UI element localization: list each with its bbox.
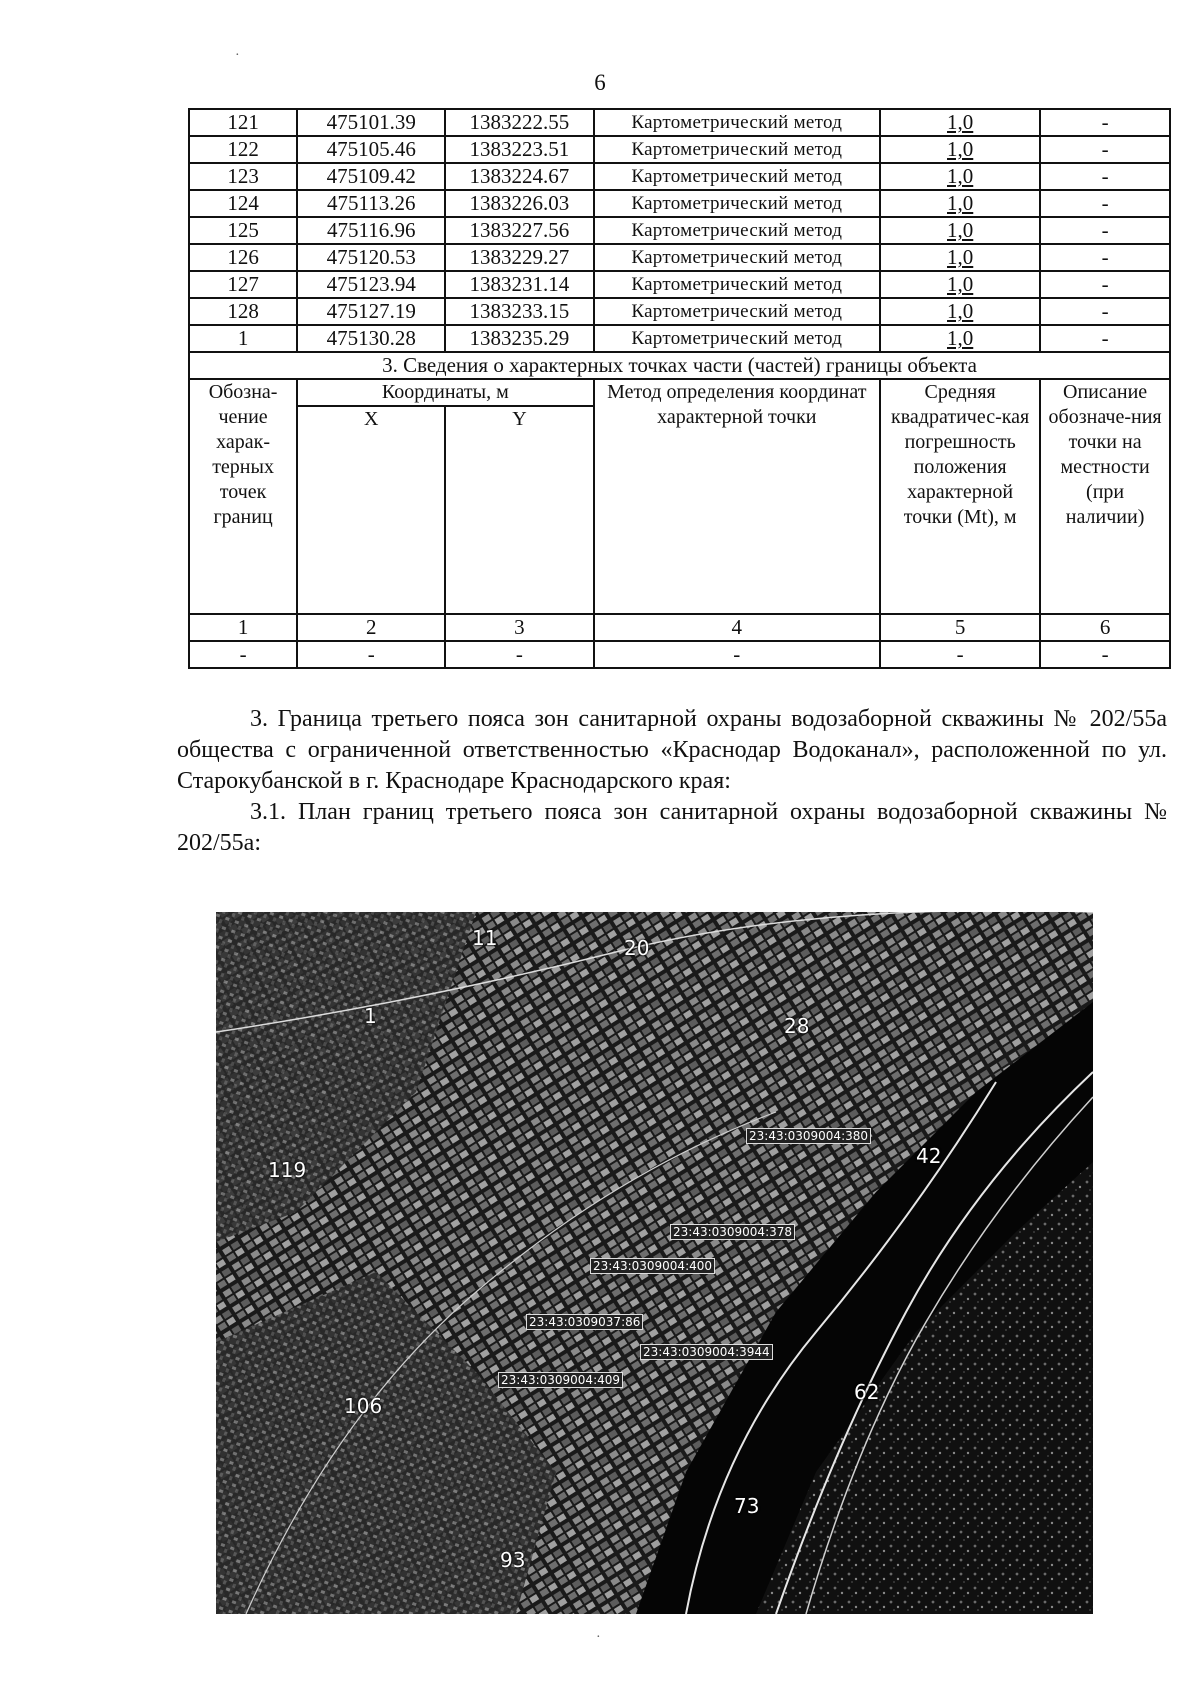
x-coordinate-cell: 475123.94 xyxy=(297,271,445,298)
point-number-cell: 124 xyxy=(189,190,297,217)
y-coordinate-cell: 1383233.15 xyxy=(445,298,593,325)
accuracy-cell: 1,0 xyxy=(880,217,1040,244)
point-number-cell: 122 xyxy=(189,136,297,163)
cadastral-label: 23:43:0309004:400 xyxy=(590,1258,715,1274)
map-zone-label: 28 xyxy=(784,1014,810,1038)
accuracy-cell: 1,0 xyxy=(880,325,1040,352)
accuracy-cell: 1,0 xyxy=(880,271,1040,298)
method-cell: Картометрический метод xyxy=(594,271,881,298)
cadastral-label: 23:43:0309004:409 xyxy=(498,1372,623,1388)
column-number: 2 xyxy=(297,614,445,641)
table-row xyxy=(189,325,1170,352)
y-coordinate-cell: 1383222.55 xyxy=(445,109,593,136)
description-cell: - xyxy=(1040,325,1170,352)
table-row xyxy=(189,217,1170,244)
header-y: Y xyxy=(445,406,593,614)
x-coordinate-cell: 475127.19 xyxy=(297,298,445,325)
empty-cell: - xyxy=(880,641,1040,668)
table-row xyxy=(189,190,1170,217)
x-coordinate-cell: 475120.53 xyxy=(297,244,445,271)
method-cell: Картометрический метод xyxy=(594,163,881,190)
column-number: 1 xyxy=(189,614,297,641)
accuracy-cell: 1,0 xyxy=(880,109,1040,136)
boundary-map xyxy=(216,912,1093,1614)
description-cell: - xyxy=(1040,109,1170,136)
empty-cell: - xyxy=(1040,641,1170,668)
accuracy-cell: 1,0 xyxy=(880,298,1040,325)
accuracy-cell: 1,0 xyxy=(880,163,1040,190)
cadastral-label: 23:43:0309004:378 xyxy=(670,1224,795,1240)
header-coordinates: Координаты, м xyxy=(297,379,593,406)
x-coordinate-cell: 475105.46 xyxy=(297,136,445,163)
point-number-cell: 125 xyxy=(189,217,297,244)
table-row xyxy=(189,244,1170,271)
cadastral-label: 23:43:0309037:86 xyxy=(526,1314,643,1330)
column-number: 5 xyxy=(880,614,1040,641)
accuracy-cell: 1,0 xyxy=(880,244,1040,271)
method-cell: Картометрический метод xyxy=(594,298,881,325)
cadastral-label: 23:43:0309004:380 xyxy=(746,1128,871,1144)
column-number: 6 xyxy=(1040,614,1170,641)
table-row xyxy=(189,163,1170,190)
header-point-designation: Обозна-чение харак-терных точек границ xyxy=(189,379,297,614)
map-zone-label: 20 xyxy=(624,936,650,960)
description-cell: - xyxy=(1040,190,1170,217)
column-number: 3 xyxy=(445,614,593,641)
y-coordinate-cell: 1383224.67 xyxy=(445,163,593,190)
point-number-cell: 1 xyxy=(189,325,297,352)
table-body xyxy=(189,109,1170,352)
page-number: 6 xyxy=(594,70,606,95)
point-number-cell: 128 xyxy=(189,298,297,325)
y-coordinate-cell: 1383229.27 xyxy=(445,244,593,271)
description-cell: - xyxy=(1040,217,1170,244)
map-zone-label: 42 xyxy=(916,1144,942,1168)
map-zone-label: 106 xyxy=(344,1394,383,1418)
section3-block xyxy=(189,352,1170,668)
map-zone-label: 119 xyxy=(268,1158,307,1182)
description-cell: - xyxy=(1040,298,1170,325)
y-coordinate-cell: 1383235.29 xyxy=(445,325,593,352)
empty-cell: - xyxy=(445,641,593,668)
x-coordinate-cell: 475101.39 xyxy=(297,109,445,136)
accuracy-cell: 1,0 xyxy=(880,136,1040,163)
section3-title: 3. Сведения о характерных точках части (частей) границы объекта xyxy=(189,352,1170,379)
description-cell: - xyxy=(1040,136,1170,163)
point-number-cell: 121 xyxy=(189,109,297,136)
header-method: Метод определения координат характерной точки xyxy=(594,379,881,614)
empty-cell: - xyxy=(594,641,881,668)
scan-speck: · xyxy=(235,48,240,63)
scan-speck: · xyxy=(596,1630,601,1645)
point-number-cell: 127 xyxy=(189,271,297,298)
method-cell: Картометрический метод xyxy=(594,325,881,352)
point-number-cell: 123 xyxy=(189,163,297,190)
method-cell: Картометрический метод xyxy=(594,109,881,136)
y-coordinate-cell: 1383226.03 xyxy=(445,190,593,217)
map-zone-label: 1 xyxy=(364,1004,377,1028)
description-cell: - xyxy=(1040,271,1170,298)
empty-cell: - xyxy=(297,641,445,668)
x-coordinate-cell: 475109.42 xyxy=(297,163,445,190)
point-number-cell: 126 xyxy=(189,244,297,271)
cadastral-label: 23:43:0309004:3944 xyxy=(640,1344,773,1360)
method-cell: Картометрический метод xyxy=(594,244,881,271)
map-zone-label: 73 xyxy=(734,1494,760,1518)
empty-data-row xyxy=(189,641,1170,668)
map-zone-label: 11 xyxy=(472,926,498,950)
x-coordinate-cell: 475130.28 xyxy=(297,325,445,352)
description-cell: - xyxy=(1040,244,1170,271)
table-row xyxy=(189,109,1170,136)
y-coordinate-cell: 1383223.51 xyxy=(445,136,593,163)
accuracy-cell: 1,0 xyxy=(880,190,1040,217)
y-coordinate-cell: 1383231.14 xyxy=(445,271,593,298)
column-number: 4 xyxy=(594,614,881,641)
description-cell: - xyxy=(1040,163,1170,190)
method-cell: Картометрический метод xyxy=(594,136,881,163)
table-row xyxy=(189,136,1170,163)
empty-cell: - xyxy=(189,641,297,668)
table-row xyxy=(189,298,1170,325)
table-row xyxy=(189,271,1170,298)
coordinates-table xyxy=(188,108,1171,669)
method-cell: Картометрический метод xyxy=(594,217,881,244)
paragraph-boundary-plan: 3.1. План границ третьего пояса зон санитарной охраны водозаборной скважины № 202/55а: xyxy=(177,799,1167,856)
method-cell: Картометрический метод xyxy=(594,190,881,217)
x-coordinate-cell: 475116.96 xyxy=(297,217,445,244)
paragraph-zone-boundary: 3. Граница третьего пояса зон санитарной охраны водозаборной скважины № 202/55а общества с ограниченной ответственностью «Краснодар Водоканал», расположенной по ул. Старокубанской в г. Краснодаре Краснодарского края: xyxy=(177,706,1167,794)
header-description: Описание обозначе-ния точки на местности (при наличии) xyxy=(1040,379,1170,614)
y-coordinate-cell: 1383227.56 xyxy=(445,217,593,244)
x-coordinate-cell: 475113.26 xyxy=(297,190,445,217)
header-error: Средняя квадратичес-кая погрешность положения характерной точки (Mt), м xyxy=(880,379,1040,614)
column-numbers-row xyxy=(189,614,1170,641)
map-zone-label: 93 xyxy=(500,1548,526,1572)
map-zone-label: 62 xyxy=(854,1380,880,1404)
header-x: X xyxy=(297,406,445,614)
